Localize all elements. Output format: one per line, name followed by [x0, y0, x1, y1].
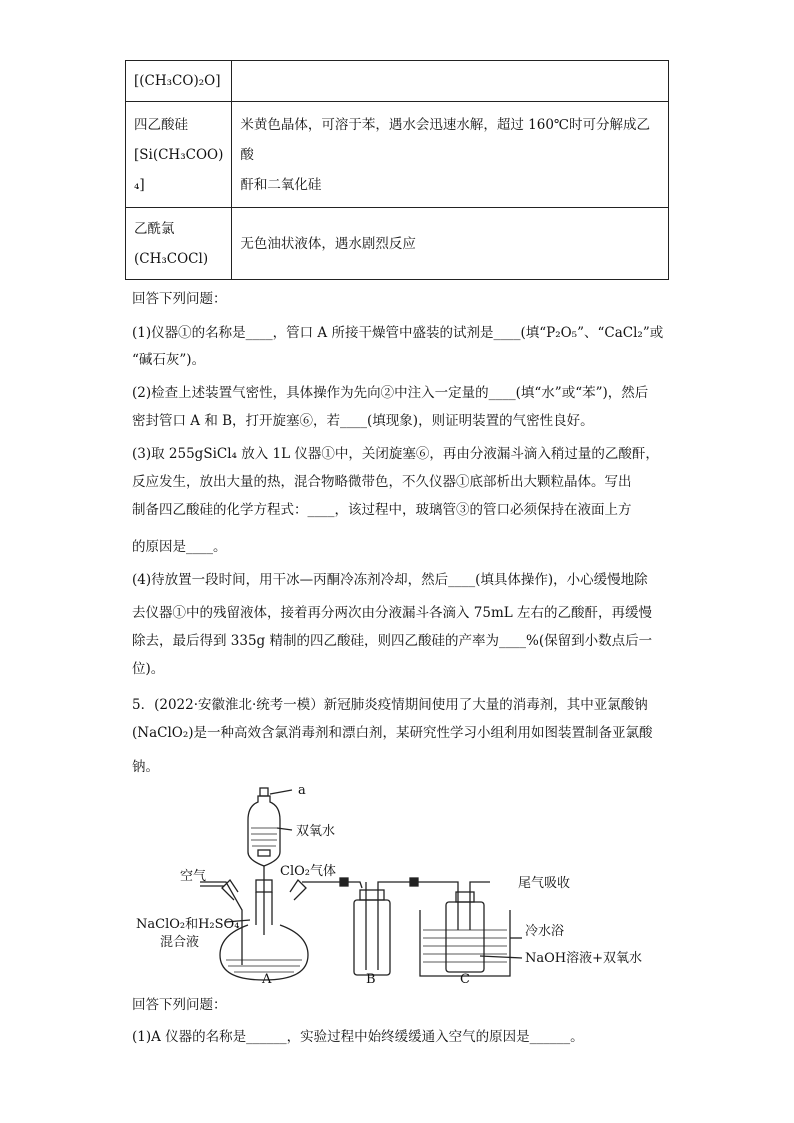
question-2-line1: (2)检查上述装置气密性，具体操作为先向②中注入一定量的____(填“水”或“苯”)，然后: [132, 385, 649, 401]
flask-liquid: [226, 960, 302, 972]
label-naoh: NaOH溶液+双氧水: [525, 951, 643, 966]
label-C: C: [460, 972, 470, 987]
funnel-stopper: [260, 788, 268, 796]
label-A: A: [262, 972, 272, 987]
question-1-line2: “碱石灰”)。: [132, 352, 206, 368]
table-row: [126, 208, 669, 280]
label-mix-2: 混合液: [160, 935, 200, 950]
question-5-intro: 回答下列问题：: [132, 997, 227, 1013]
apparatus-diagram: [130, 780, 670, 990]
question-1-line1: (1)仪器①的名称是____，管口 A 所接干燥管中盛装的试剂是____(填“P₂O₅”、“CaCl₂”或: [132, 325, 664, 341]
label-air: 空气: [180, 869, 207, 884]
table-cell-desc: 无色油状液体，遇水剧烈反应: [232, 208, 669, 280]
bottle-c-stopper: [456, 892, 474, 902]
question-4-line1: (4)待放置一段时间，用干冰—丙酮冷冻剂冷却，然后____(填具体操作)，小心缓慢地除: [132, 572, 648, 588]
cell-line: [Si(CH₃COO): [134, 146, 224, 163]
cell-line: 乙酰氯: [134, 220, 175, 237]
cell-line: 米黄色晶体，可溶于苯，遇水会迅速水解，超过 160℃时可分解成乙酸: [240, 116, 651, 163]
question-3-line4: 的原因是____。: [132, 539, 227, 555]
flask-right-neck: [290, 880, 306, 900]
table-cell-name: [126, 208, 232, 280]
table-row: [126, 61, 669, 102]
label-h2o2: 双氧水: [296, 824, 336, 839]
cold-bath-beaker: [420, 910, 510, 976]
question-3-line2: 反应发生，放出大量的热，混合物略微带色，不久仪器①底部析出大颗粒晶体。写出: [132, 474, 632, 490]
bottle-b: [354, 900, 390, 975]
question-3-line1: (3)取 255gSiCl₄ 放入 1L 仪器①中，关闭旋塞⑥，再由分液漏斗滴入稍过量的乙酸酐，: [132, 446, 659, 462]
cell-line: 酐和二氧化硅: [240, 176, 322, 193]
problem-5-line3: 钠。: [132, 759, 159, 775]
cell-line: ₄]: [134, 176, 145, 193]
label-a: a: [298, 783, 306, 798]
properties-table: [125, 60, 669, 280]
label-cold-bath: 冷水浴: [525, 924, 565, 939]
table-cell-name: [126, 102, 232, 208]
question-4-line3: 除去，最后得到 335g 精制的四乙酸硅，则四乙酸硅的产率为____%(保留到小数点后一: [132, 633, 653, 649]
question-4-line4: 位)。: [132, 661, 165, 677]
label-B: B: [366, 972, 376, 987]
cell-line: (CH₃COCl): [134, 250, 209, 267]
table-row: [126, 102, 669, 208]
apparatus-figure: [130, 780, 670, 990]
question-5-1: (1)A 仪器的名称是______，实验过程中始终缓缓通入空气的原因是______。: [132, 1029, 584, 1045]
question-3-line3: 制备四乙酸硅的化学方程式：____，该过程中，玻璃管③的管口必须保持在液面上方: [132, 502, 632, 518]
table-cell-desc: [232, 61, 669, 102]
label-clo2: ClO₂气体: [280, 864, 336, 879]
question-2-line2: 密封管口 A 和 B，打开旋塞⑥，若____(填现象)，则证明装置的气密性良好。: [132, 413, 594, 429]
problem-5-line1: 5．(2022·安徽淮北·统考一模）新冠肺炎疫情期间使用了大量的消毒剂，其中亚氯酸钠: [132, 697, 648, 713]
label-tail-gas: 尾气吸收: [518, 876, 571, 891]
table-cell-name: [(CH₃CO)₂O]: [126, 61, 232, 102]
cell-line: 四乙酸硅: [134, 116, 188, 133]
funnel-liquid: [251, 828, 277, 846]
question-4-line2: 去仪器①中的残留液体，接着再分两次由分液漏斗各滴入 75mL 左右的乙酸酐，再缓慢: [132, 605, 653, 621]
table-cell-desc: [232, 102, 669, 208]
label-mix-1: NaClO₂和H₂SO₄: [136, 917, 240, 932]
problem-5-line2: (NaClO₂)是一种高效含氯消毒剂和漂白剂，某研究性学习小组利用如图装置制备亚氯酸: [132, 725, 653, 741]
funnel-stopcock: [258, 850, 270, 856]
bottle-c: [446, 902, 484, 972]
bottle-b-stopper: [360, 890, 384, 900]
question-intro: 回答下列问题：: [132, 291, 227, 307]
